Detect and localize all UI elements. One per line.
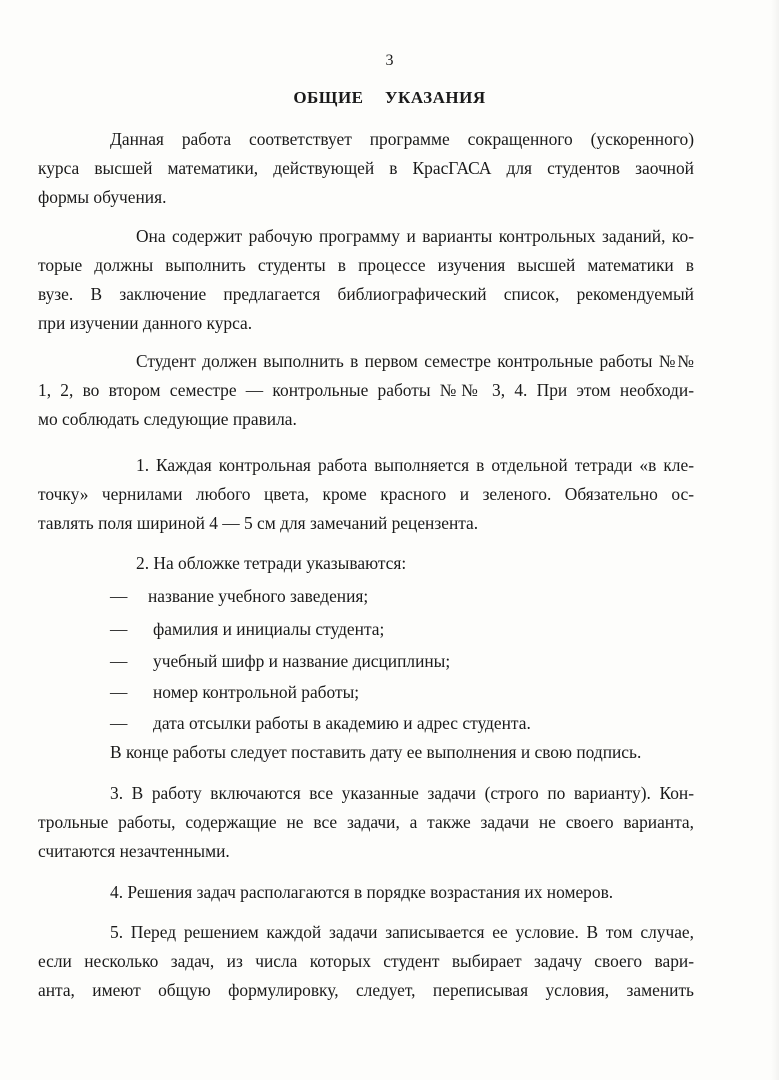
list-item-text: номер контрольной работы;: [153, 682, 360, 702]
paragraph-3: [38, 347, 694, 434]
section-heading: ОБЩИЕ УКАЗАНИЯ: [293, 88, 486, 107]
paragraph-line: если несколько задач, из числа которых студент выбирает задачу своего вари-: [38, 951, 694, 971]
paragraph-line: вузе. В заключение предлагается библиографический список, рекомендуемый: [38, 284, 694, 304]
paragraph-line: курса высшей математики, действующей в КрасГАСА для студентов заочной: [38, 158, 694, 178]
paragraph-line: Данная работа соответствует программе сокращенного (ускоренного): [110, 129, 694, 149]
list-dash: —: [110, 713, 128, 733]
paragraph-7: [110, 878, 694, 907]
paragraph-6: [38, 779, 694, 866]
list-dash: —: [110, 682, 128, 702]
paragraph-line: 3. В работу включаются все указанные задачи (строго по варианту). Кон-: [110, 783, 694, 803]
list-item: [110, 647, 694, 676]
list-item-text: фамилия и инициалы студента;: [153, 619, 385, 639]
paragraph-4: [38, 451, 694, 538]
paragraph-line: мо соблюдать следующие правила.: [38, 409, 297, 429]
paragraph-5-intro: [110, 549, 694, 578]
paragraph-line: тавлять поля шириной 4 — 5 см для замечаний рецензента.: [38, 513, 479, 533]
page-number: 3: [385, 52, 394, 69]
paragraph-2: [38, 222, 694, 338]
scan-edge-shadow: [771, 0, 779, 1080]
list-item: [110, 709, 694, 738]
paragraph-8: [38, 918, 694, 1005]
paragraph-line: точку» чернилами любого цвета, кроме красного и зеленого. Обязательно ос-: [38, 484, 694, 504]
list-item-text: название учебного заведения;: [148, 586, 369, 606]
list-item: [110, 615, 694, 644]
paragraph-1: [38, 125, 694, 212]
paragraph-5-outro: [110, 738, 694, 767]
paragraph-line: торые должны выполнить студенты в процессе изучения высшей математики в: [38, 255, 694, 275]
paragraph-line: формы обучения.: [38, 187, 167, 207]
list-item: [110, 582, 694, 611]
list-dash: —: [110, 619, 128, 639]
paragraph-line: 2. На обложке тетради указываются:: [136, 553, 407, 573]
paragraph-line: 4. Решения задач располагаются в порядке возрастания их номеров.: [110, 882, 614, 902]
paragraph-line: Она содержит рабочую программу и варианты контрольных заданий, ко-: [136, 226, 694, 246]
paragraph-line: 1, 2, во втором семестре — контрольные работы №№ 3, 4. При этом необходи-: [38, 380, 694, 400]
list-dash: —: [110, 651, 128, 671]
paragraph-line: 1. Каждая контрольная работа выполняется в отдельной тетради «в кле-: [136, 455, 694, 475]
paragraph-line: В конце работы следует поставить дату ее выполнения и свою подпись.: [110, 742, 642, 762]
paragraph-line: 5. Перед решением каждой задачи записывается ее условие. В том случае,: [110, 922, 694, 942]
paragraph-line: при изучении данного курса.: [38, 313, 253, 333]
paragraph-line: Студент должен выполнить в первом семестре контрольные работы №№: [136, 351, 694, 371]
list-dash: —: [110, 586, 128, 606]
paragraph-line: трольные работы, содержащие не все задачи, а также задачи не своего варианта,: [38, 812, 694, 832]
paragraph-line: анта, имеют общую формулировку, следует, переписывая условия, заменить: [38, 980, 694, 1000]
list-item-text: учебный шифр и название дисциплины;: [153, 651, 451, 671]
list-item: [110, 678, 694, 707]
list-item-text: дата отсылки работы в академию и адрес студента.: [153, 713, 531, 733]
paragraph-line: считаются незачтенными.: [38, 841, 230, 861]
